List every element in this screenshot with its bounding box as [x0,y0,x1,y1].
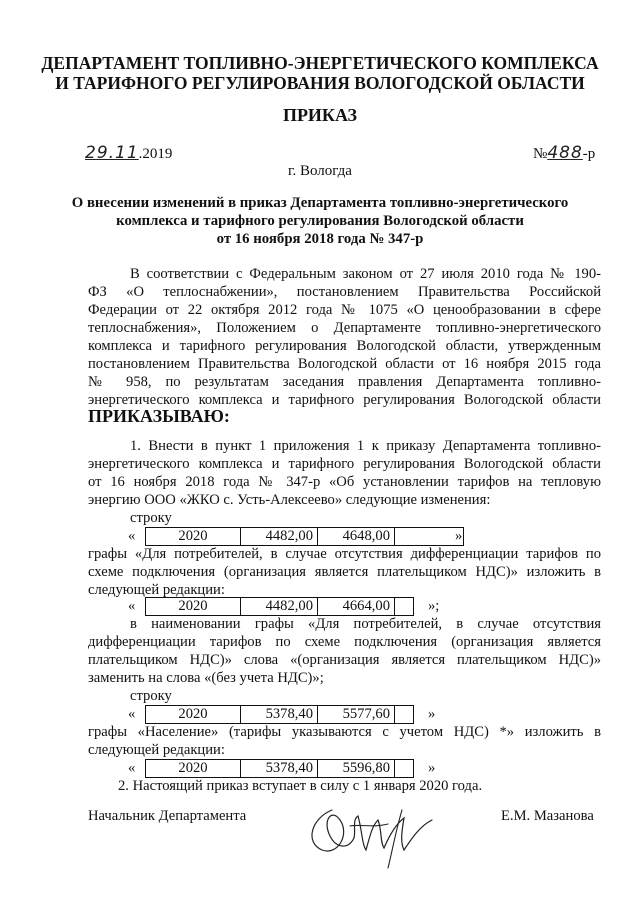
tariff-row-table [145,759,414,778]
table-cell-empty [395,598,414,616]
table-cell-empty [395,760,414,778]
order-number [533,143,595,163]
table-cell-empty [395,528,464,546]
table-cell-empty [395,706,414,724]
signatory-position: Начальник Департамента [88,808,247,824]
row-word: строку [130,510,172,526]
preamble-line: комплекса и тарифного регулирования Вологодской области, утвержденным [88,338,601,354]
item2-line: 2. Настоящий приказ вступает в силу с 1 января 2020 года. [118,778,483,794]
number-prefix: № [533,146,548,162]
graph2-line: графы «Население» (тарифы указываются с учетом НДС) *» изложить в [88,724,601,740]
item1-line: 1. Внести в пункт 1 приложения 1 к приказу Департамента топливно- [130,438,601,454]
open-quote: « [128,760,136,776]
org-name-line2: И ТАРИФНОГО РЕГУЛИРОВАНИЯ ВОЛОГОДСКОЙ ОБЛАСТИ [55,73,585,93]
close-quote: »; [428,598,440,614]
number-handwritten: 488 [547,143,583,163]
rename-line: в наименовании графы «Для потребителей, в случае отсутствия [130,616,601,632]
signatory-name: Е.М. Мазанова [501,808,594,824]
table-cell-year: 2020 [146,528,241,546]
handwritten-signature [292,790,442,870]
preamble-line: постановлением Правительства Вологодской области от 16 ноября 2015 года [88,356,601,372]
item1-line: от 16 ноября 2018 года № 347-р «Об установлении тарифов на тепловую [88,474,601,490]
table-cell-value1: 4482,00 [241,528,318,546]
preamble-line: ФЗ «О теплоснабжении», постановлением Правительства Российской [88,284,601,300]
rename-line: дифференциации тарифов по схеме подключения (организация является [88,634,601,650]
close-quote: » [455,528,463,544]
open-quote: « [128,706,136,722]
rename-line: заменить на слова «(без учета НДС)»; [88,670,324,686]
table-cell-year: 2020 [146,598,241,616]
item1-line: энергетического комплекса и тарифного регулирования Вологодской области [88,456,601,472]
preamble-line: энергетического комплекса и тарифного регулирования Вологодской области [88,392,601,408]
org-name-line1: ДЕПАРТАМЕНТ ТОПЛИВНО-ЭНЕРГЕТИЧЕСКОГО КОМПЛЕКСА [41,53,599,73]
table-cell-value2: 4648,00 [318,528,395,546]
open-quote: « [128,528,136,544]
item1-line: энергию ООО «ЖКО с. Усть-Алексеево» следующие изменения: [88,492,491,508]
close-quote: » [428,706,436,722]
table-cell-value1: 5378,40 [241,706,318,724]
date-handwritten: 29.11 [85,143,139,163]
table-cell-value2: 4664,00 [318,598,395,616]
row-word: строку [130,688,172,704]
tariff-row-table [145,527,464,546]
tariff-row-table [145,597,414,616]
subject-line1: О внесении изменений в приказ Департамента топливно-энергетического [71,195,569,211]
table-cell-value2: 5577,60 [318,706,395,724]
subject-line2: комплекса и тарифного регулирования Вологодской области [116,213,524,229]
tariff-row-table [145,705,414,724]
order-word: ПРИКАЗЫВАЮ: [88,406,230,426]
table-cell-year: 2020 [146,706,241,724]
city: г. Вологда [288,163,352,179]
graph2-line: следующей редакции: [88,742,225,758]
preamble-line: № 958, по результатам заседания правления Департамента топливно- [88,374,601,390]
graph1-line: следующей редакции: [88,582,225,598]
doc-type-title: ПРИКАЗ [282,105,358,125]
table-cell-value2: 5596,80 [318,760,395,778]
table-cell-value1: 5378,40 [241,760,318,778]
number-suffix: -р [582,146,596,162]
subject-line3: от 16 ноября 2018 года № 347-р [216,231,424,247]
graph1-line: схеме подключения (организация является плательщиком НДС)» изложить в [88,564,601,580]
preamble-line: теплоснабжения», Положением о Департаменте топливно-энергетического [88,320,601,336]
open-quote: « [128,598,136,614]
order-date [85,143,172,163]
graph1-line: графы «Для потребителей, в случае отсутствия дифференциации тарифов по [88,546,601,562]
table-cell-value1: 4482,00 [241,598,318,616]
preamble-line: В соответствии с Федеральным законом от 27 июля 2010 года № 190- [130,266,601,282]
preamble-line: Федерации от 22 октября 2012 года № 1075 «О ценообразовании в сфере [88,302,601,318]
rename-line: плательщиком НДС)» слова «(организация является плательщиком НДС)» [88,652,601,668]
close-quote: » [428,760,436,776]
table-cell-year: 2020 [146,760,241,778]
date-year: .2019 [138,146,173,162]
